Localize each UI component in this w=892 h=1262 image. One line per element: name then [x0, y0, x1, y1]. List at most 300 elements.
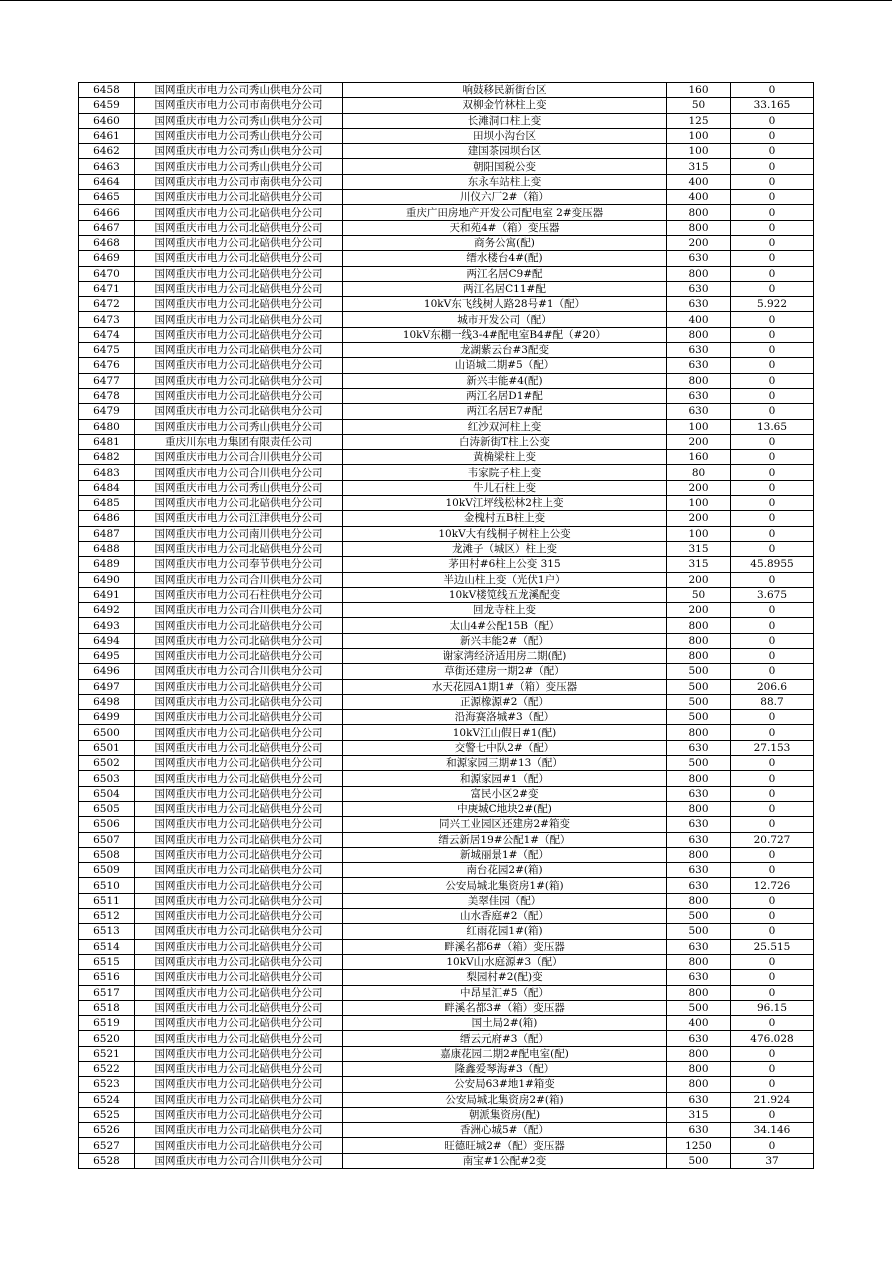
- value-cell: 0: [731, 603, 814, 618]
- row-number-cell: 6519: [79, 1016, 135, 1031]
- company-cell: 国网重庆市电力公司北碚供电分公司: [135, 404, 343, 419]
- value-cell: 0: [731, 801, 814, 816]
- company-cell: 国网重庆市电力公司北碚供电分公司: [135, 1107, 343, 1122]
- capacity-cell: 315: [667, 541, 731, 556]
- station-name-cell: 响鼓移民新街台区: [343, 83, 667, 98]
- table-row: [79, 694, 814, 709]
- row-number-cell: 6493: [79, 618, 135, 633]
- table-row: [79, 1153, 814, 1168]
- row-number-cell: 6521: [79, 1046, 135, 1061]
- station-name-cell: 畔溪名都6#（箱）变压器: [343, 939, 667, 954]
- capacity-cell: 500: [667, 909, 731, 924]
- station-name-cell: 川仪六厂2#（箱）: [343, 190, 667, 205]
- company-cell: 国网重庆市电力公司北碚供电分公司: [135, 771, 343, 786]
- company-cell: 国网重庆市电力公司北碚供电分公司: [135, 756, 343, 771]
- table-row: [79, 832, 814, 847]
- value-cell: 0: [731, 144, 814, 159]
- table-row: [79, 618, 814, 633]
- capacity-cell: 315: [667, 1107, 731, 1122]
- company-cell: 国网重庆市电力公司北碚供电分公司: [135, 251, 343, 266]
- table-row: [79, 557, 814, 572]
- company-cell: 国网重庆市电力公司合川供电分公司: [135, 465, 343, 480]
- company-cell: 国网重庆市电力公司北碚供电分公司: [135, 878, 343, 893]
- company-cell: 国网重庆市电力公司北碚供电分公司: [135, 801, 343, 816]
- capacity-cell: 800: [667, 266, 731, 281]
- value-cell: 0: [731, 312, 814, 327]
- value-cell: 0: [731, 434, 814, 449]
- company-cell: 国网重庆市电力公司北碚供电分公司: [135, 1092, 343, 1107]
- row-number-cell: 6489: [79, 557, 135, 572]
- station-name-cell: 朝阳国税公变: [343, 159, 667, 174]
- station-name-cell: 正源橡源#2（配）: [343, 694, 667, 709]
- capacity-cell: 630: [667, 740, 731, 755]
- value-cell: 206.6: [731, 679, 814, 694]
- station-name-cell: 10kV大有线桐子树柱上公变: [343, 526, 667, 541]
- table-row: [79, 297, 814, 312]
- table-row: [79, 113, 814, 128]
- capacity-cell: 800: [667, 1062, 731, 1077]
- row-number-cell: 6477: [79, 373, 135, 388]
- row-number-cell: 6527: [79, 1138, 135, 1153]
- capacity-cell: 800: [667, 771, 731, 786]
- station-name-cell: 朝派集资房(配): [343, 1107, 667, 1122]
- company-cell: 国网重庆市电力公司南川供电分公司: [135, 526, 343, 541]
- table-row: [79, 679, 814, 694]
- station-name-cell: 缙云元府#3（配）: [343, 1031, 667, 1046]
- company-cell: 国网重庆市电力公司北碚供电分公司: [135, 327, 343, 342]
- table-row: [79, 205, 814, 220]
- value-cell: 45.8955: [731, 557, 814, 572]
- table-row: [79, 174, 814, 189]
- capacity-cell: 50: [667, 98, 731, 113]
- table-row: [79, 633, 814, 648]
- company-cell: 国网重庆市电力公司江津供电分公司: [135, 511, 343, 526]
- company-cell: 国网重庆市电力公司市南供电分公司: [135, 98, 343, 113]
- company-cell: 国网重庆市电力公司北碚供电分公司: [135, 220, 343, 235]
- company-cell: 重庆川东电力集团有限责任公司: [135, 434, 343, 449]
- table-row: [79, 450, 814, 465]
- capacity-cell: 630: [667, 281, 731, 296]
- station-name-cell: 新城丽景1#（配）: [343, 847, 667, 862]
- capacity-cell: 630: [667, 863, 731, 878]
- station-name-cell: 旺德旺城2#（配）变压器: [343, 1138, 667, 1153]
- value-cell: 0: [731, 404, 814, 419]
- capacity-cell: 400: [667, 190, 731, 205]
- capacity-cell: 800: [667, 220, 731, 235]
- company-cell: 国网重庆市电力公司北碚供电分公司: [135, 893, 343, 908]
- station-name-cell: 半边山柱上变（光伏1户）: [343, 572, 667, 587]
- capacity-cell: 200: [667, 434, 731, 449]
- value-cell: 88.7: [731, 694, 814, 709]
- row-number-cell: 6514: [79, 939, 135, 954]
- table-row: [79, 740, 814, 755]
- station-name-cell: 缙云新居19#公配1#（配）: [343, 832, 667, 847]
- value-cell: 0: [731, 786, 814, 801]
- table-row: [79, 924, 814, 939]
- company-cell: 国网重庆市电力公司北碚供电分公司: [135, 679, 343, 694]
- capacity-cell: 800: [667, 327, 731, 342]
- capacity-cell: 100: [667, 496, 731, 511]
- row-number-cell: 6499: [79, 710, 135, 725]
- value-cell: 96.15: [731, 1000, 814, 1015]
- table-row: [79, 266, 814, 281]
- capacity-cell: 630: [667, 786, 731, 801]
- value-cell: 0: [731, 909, 814, 924]
- table-row: [79, 801, 814, 816]
- capacity-cell: 200: [667, 603, 731, 618]
- capacity-cell: 315: [667, 557, 731, 572]
- table-row: [79, 388, 814, 403]
- station-name-cell: 10kV山水庭源#3（配）: [343, 954, 667, 969]
- row-number-cell: 6464: [79, 174, 135, 189]
- capacity-cell: 630: [667, 970, 731, 985]
- value-cell: 20.727: [731, 832, 814, 847]
- station-name-cell: 茅田村#6柱上公变 315: [343, 557, 667, 572]
- station-name-cell: 草街还建房一期2#（配）: [343, 664, 667, 679]
- station-name-cell: 南宝#1公配#2变: [343, 1153, 667, 1168]
- capacity-cell: 80: [667, 465, 731, 480]
- station-name-cell: 10kV楼笕线五龙溪配变: [343, 587, 667, 602]
- table-row: [79, 220, 814, 235]
- row-number-cell: 6482: [79, 450, 135, 465]
- value-cell: 0: [731, 480, 814, 495]
- value-cell: 0: [731, 970, 814, 985]
- capacity-cell: 200: [667, 235, 731, 250]
- station-name-cell: 重庆广田房地产开发公司配电室 2#变压器: [343, 205, 667, 220]
- row-number-cell: 6506: [79, 817, 135, 832]
- table-row: [79, 664, 814, 679]
- row-number-cell: 6518: [79, 1000, 135, 1015]
- value-cell: 27.153: [731, 740, 814, 755]
- row-number-cell: 6509: [79, 863, 135, 878]
- table-row: [79, 526, 814, 541]
- station-name-cell: 城市开发公司（配）: [343, 312, 667, 327]
- capacity-cell: 800: [667, 725, 731, 740]
- table-row: [79, 939, 814, 954]
- value-cell: 0: [731, 893, 814, 908]
- station-name-cell: 天和苑4#（箱）变压器: [343, 220, 667, 235]
- company-cell: 国网重庆市电力公司秀山供电分公司: [135, 128, 343, 143]
- company-cell: 国网重庆市电力公司北碚供电分公司: [135, 205, 343, 220]
- company-cell: 国网重庆市电力公司北碚供电分公司: [135, 954, 343, 969]
- row-number-cell: 6523: [79, 1077, 135, 1092]
- capacity-cell: 500: [667, 756, 731, 771]
- station-name-cell: 梨园村#2(配)变: [343, 970, 667, 985]
- company-cell: 国网重庆市电力公司北碚供电分公司: [135, 1016, 343, 1031]
- company-cell: 国网重庆市电力公司北碚供电分公司: [135, 190, 343, 205]
- value-cell: 0: [731, 863, 814, 878]
- capacity-cell: 630: [667, 404, 731, 419]
- capacity-cell: 800: [667, 618, 731, 633]
- company-cell: 国网重庆市电力公司北碚供电分公司: [135, 924, 343, 939]
- value-cell: 0: [731, 128, 814, 143]
- value-cell: 0: [731, 220, 814, 235]
- station-name-cell: 两江名居D1#配: [343, 388, 667, 403]
- station-name-cell: 白涛新街T柱上公变: [343, 434, 667, 449]
- table-body: [79, 83, 814, 1169]
- station-name-cell: 10kV江坪线松林2柱上变: [343, 496, 667, 511]
- table-row: [79, 480, 814, 495]
- value-cell: 25.515: [731, 939, 814, 954]
- company-cell: 国网重庆市电力公司秀山供电分公司: [135, 83, 343, 98]
- table-row: [79, 358, 814, 373]
- capacity-cell: 630: [667, 1092, 731, 1107]
- row-number-cell: 6478: [79, 388, 135, 403]
- table-row: [79, 327, 814, 342]
- row-number-cell: 6490: [79, 572, 135, 587]
- station-name-cell: 双柳金竹林柱上变: [343, 98, 667, 113]
- row-number-cell: 6512: [79, 909, 135, 924]
- capacity-cell: 50: [667, 587, 731, 602]
- capacity-cell: 800: [667, 373, 731, 388]
- station-name-cell: 香洲心城5#（配）: [343, 1123, 667, 1138]
- station-name-cell: 中庚城C地块2#(配): [343, 801, 667, 816]
- value-cell: 0: [731, 771, 814, 786]
- table-row: [79, 281, 814, 296]
- table-row: [79, 1077, 814, 1092]
- company-cell: 国网重庆市电力公司奉节供电分公司: [135, 557, 343, 572]
- company-cell: 国网重庆市电力公司北碚供电分公司: [135, 281, 343, 296]
- station-name-cell: 10kV江山假日#1(配): [343, 725, 667, 740]
- table-row: [79, 863, 814, 878]
- station-name-cell: 两江名居C11#配: [343, 281, 667, 296]
- table-row: [79, 1107, 814, 1122]
- station-name-cell: 新兴丰能2#（配）: [343, 633, 667, 648]
- row-number-cell: 6517: [79, 985, 135, 1000]
- capacity-cell: 100: [667, 128, 731, 143]
- table-row: [79, 251, 814, 266]
- table-row: [79, 985, 814, 1000]
- station-name-cell: 交警七中队2#（配）: [343, 740, 667, 755]
- company-cell: 国网重庆市电力公司北碚供电分公司: [135, 633, 343, 648]
- table-row: [79, 847, 814, 862]
- capacity-cell: 200: [667, 511, 731, 526]
- value-cell: 0: [731, 1077, 814, 1092]
- capacity-cell: 100: [667, 526, 731, 541]
- row-number-cell: 6472: [79, 297, 135, 312]
- station-name-cell: 公安局63#地1#箱变: [343, 1077, 667, 1092]
- row-number-cell: 6468: [79, 235, 135, 250]
- station-name-cell: 富民小区2#变: [343, 786, 667, 801]
- station-name-cell: 美翠佳园（配）: [343, 893, 667, 908]
- value-cell: 0: [731, 174, 814, 189]
- table-row: [79, 893, 814, 908]
- row-number-cell: 6497: [79, 679, 135, 694]
- capacity-cell: 800: [667, 847, 731, 862]
- value-cell: 13.65: [731, 419, 814, 434]
- row-number-cell: 6516: [79, 970, 135, 985]
- station-name-cell: 嘉康花园二期2#配电室(配): [343, 1046, 667, 1061]
- table-row: [79, 970, 814, 985]
- company-cell: 国网重庆市电力公司北碚供电分公司: [135, 648, 343, 663]
- company-cell: 国网重庆市电力公司北碚供电分公司: [135, 358, 343, 373]
- value-cell: 33.165: [731, 98, 814, 113]
- company-cell: 国网重庆市电力公司北碚供电分公司: [135, 343, 343, 358]
- company-cell: 国网重庆市电力公司秀山供电分公司: [135, 144, 343, 159]
- station-name-cell: 回龙寺柱上变: [343, 603, 667, 618]
- value-cell: 0: [731, 1046, 814, 1061]
- row-number-cell: 6476: [79, 358, 135, 373]
- value-cell: 0: [731, 664, 814, 679]
- table-row: [79, 786, 814, 801]
- station-name-cell: 水天花园A1期1#（箱）变压器: [343, 679, 667, 694]
- station-name-cell: 畔溪名都3#（箱）变压器: [343, 1000, 667, 1015]
- station-name-cell: 东永车站柱上变: [343, 174, 667, 189]
- row-number-cell: 6471: [79, 281, 135, 296]
- capacity-cell: 315: [667, 159, 731, 174]
- table-row: [79, 1123, 814, 1138]
- row-number-cell: 6522: [79, 1062, 135, 1077]
- company-cell: 国网重庆市电力公司北碚供电分公司: [135, 694, 343, 709]
- value-cell: 0: [731, 710, 814, 725]
- value-cell: 0: [731, 1107, 814, 1122]
- capacity-cell: 400: [667, 312, 731, 327]
- company-cell: 国网重庆市电力公司北碚供电分公司: [135, 618, 343, 633]
- value-cell: 37: [731, 1153, 814, 1168]
- capacity-cell: 400: [667, 174, 731, 189]
- station-name-cell: 缙水楼台4#(配): [343, 251, 667, 266]
- table-row: [79, 587, 814, 602]
- station-name-cell: 山水香庭#2（配）: [343, 909, 667, 924]
- company-cell: 国网重庆市电力公司北碚供电分公司: [135, 1123, 343, 1138]
- capacity-cell: 630: [667, 343, 731, 358]
- row-number-cell: 6507: [79, 832, 135, 847]
- value-cell: 0: [731, 251, 814, 266]
- row-number-cell: 6488: [79, 541, 135, 556]
- row-number-cell: 6460: [79, 113, 135, 128]
- row-number-cell: 6491: [79, 587, 135, 602]
- capacity-cell: 100: [667, 144, 731, 159]
- capacity-cell: 800: [667, 648, 731, 663]
- table-row: [79, 817, 814, 832]
- capacity-cell: 800: [667, 205, 731, 220]
- station-name-cell: 商务公寓(配): [343, 235, 667, 250]
- company-cell: 国网重庆市电力公司北碚供电分公司: [135, 1062, 343, 1077]
- row-number-cell: 6508: [79, 847, 135, 862]
- capacity-cell: 125: [667, 113, 731, 128]
- table-row: [79, 496, 814, 511]
- value-cell: 476.028: [731, 1031, 814, 1046]
- company-cell: 国网重庆市电力公司北碚供电分公司: [135, 817, 343, 832]
- company-cell: 国网重庆市电力公司北碚供电分公司: [135, 970, 343, 985]
- capacity-cell: 160: [667, 450, 731, 465]
- company-cell: 国网重庆市电力公司合川供电分公司: [135, 664, 343, 679]
- company-cell: 国网重庆市电力公司秀山供电分公司: [135, 419, 343, 434]
- table-row: [79, 1062, 814, 1077]
- table-row: [79, 725, 814, 740]
- value-cell: 0: [731, 83, 814, 98]
- table-row: [79, 1000, 814, 1015]
- value-cell: 0: [731, 266, 814, 281]
- capacity-cell: 800: [667, 1046, 731, 1061]
- value-cell: 0: [731, 648, 814, 663]
- company-cell: 国网重庆市电力公司北碚供电分公司: [135, 710, 343, 725]
- table-row: [79, 648, 814, 663]
- capacity-cell: 630: [667, 1031, 731, 1046]
- value-cell: 0: [731, 725, 814, 740]
- row-number-cell: 6483: [79, 465, 135, 480]
- value-cell: 0: [731, 465, 814, 480]
- station-name-cell: 谢家湾经济适用房二期(配): [343, 648, 667, 663]
- row-number-cell: 6513: [79, 924, 135, 939]
- company-cell: 国网重庆市电力公司北碚供电分公司: [135, 909, 343, 924]
- company-cell: 国网重庆市电力公司合川供电分公司: [135, 572, 343, 587]
- capacity-cell: 630: [667, 817, 731, 832]
- station-name-cell: 金槐村五B柱上变: [343, 511, 667, 526]
- row-number-cell: 6470: [79, 266, 135, 281]
- company-cell: 国网重庆市电力公司北碚供电分公司: [135, 373, 343, 388]
- station-name-cell: 韦家院子柱上变: [343, 465, 667, 480]
- station-name-cell: 中昂星汇#5（配）: [343, 985, 667, 1000]
- station-name-cell: 沿海赛洛城#3（配）: [343, 710, 667, 725]
- row-number-cell: 6504: [79, 786, 135, 801]
- value-cell: 0: [731, 1016, 814, 1031]
- table-row: [79, 1138, 814, 1153]
- station-name-cell: 太山4#公配15B（配）: [343, 618, 667, 633]
- table-row: [79, 756, 814, 771]
- row-number-cell: 6466: [79, 205, 135, 220]
- station-name-cell: 长滩洞口柱上变: [343, 113, 667, 128]
- row-number-cell: 6494: [79, 633, 135, 648]
- row-number-cell: 6484: [79, 480, 135, 495]
- table-row: [79, 144, 814, 159]
- company-cell: 国网重庆市电力公司合川供电分公司: [135, 450, 343, 465]
- table-row: [79, 434, 814, 449]
- value-cell: 0: [731, 373, 814, 388]
- station-name-cell: 隆鑫爱琴海#3（配）: [343, 1062, 667, 1077]
- value-cell: 0: [731, 526, 814, 541]
- company-cell: 国网重庆市电力公司北碚供电分公司: [135, 985, 343, 1000]
- table-row: [79, 771, 814, 786]
- capacity-cell: 800: [667, 1077, 731, 1092]
- station-name-cell: 同兴工业园区还建房2#箱变: [343, 817, 667, 832]
- capacity-cell: 630: [667, 388, 731, 403]
- company-cell: 国网重庆市电力公司北碚供电分公司: [135, 496, 343, 511]
- value-cell: 0: [731, 985, 814, 1000]
- table-row: [79, 1092, 814, 1107]
- table-row: [79, 235, 814, 250]
- row-number-cell: 6524: [79, 1092, 135, 1107]
- company-cell: 国网重庆市电力公司北碚供电分公司: [135, 786, 343, 801]
- station-name-cell: 田坝小沟台区: [343, 128, 667, 143]
- value-cell: 3.675: [731, 587, 814, 602]
- table-row: [79, 465, 814, 480]
- value-cell: 0: [731, 572, 814, 587]
- value-cell: 0: [731, 113, 814, 128]
- company-cell: 国网重庆市电力公司北碚供电分公司: [135, 1000, 343, 1015]
- capacity-cell: 800: [667, 801, 731, 816]
- value-cell: 0: [731, 205, 814, 220]
- capacity-cell: 160: [667, 83, 731, 98]
- value-cell: 0: [731, 1062, 814, 1077]
- row-number-cell: 6485: [79, 496, 135, 511]
- capacity-cell: 500: [667, 679, 731, 694]
- table-row: [79, 572, 814, 587]
- capacity-cell: 500: [667, 664, 731, 679]
- company-cell: 国网重庆市电力公司秀山供电分公司: [135, 159, 343, 174]
- station-name-cell: 红雨花园1#(箱): [343, 924, 667, 939]
- table-row: [79, 419, 814, 434]
- value-cell: 0: [731, 954, 814, 969]
- station-name-cell: 新兴丰能#4(配): [343, 373, 667, 388]
- row-number-cell: 6469: [79, 251, 135, 266]
- capacity-cell: 1250: [667, 1138, 731, 1153]
- company-cell: 国网重庆市电力公司北碚供电分公司: [135, 1031, 343, 1046]
- value-cell: 0: [731, 496, 814, 511]
- table-row: [79, 98, 814, 113]
- company-cell: 国网重庆市电力公司北碚供电分公司: [135, 725, 343, 740]
- station-name-cell: 南台花园2#(箱): [343, 863, 667, 878]
